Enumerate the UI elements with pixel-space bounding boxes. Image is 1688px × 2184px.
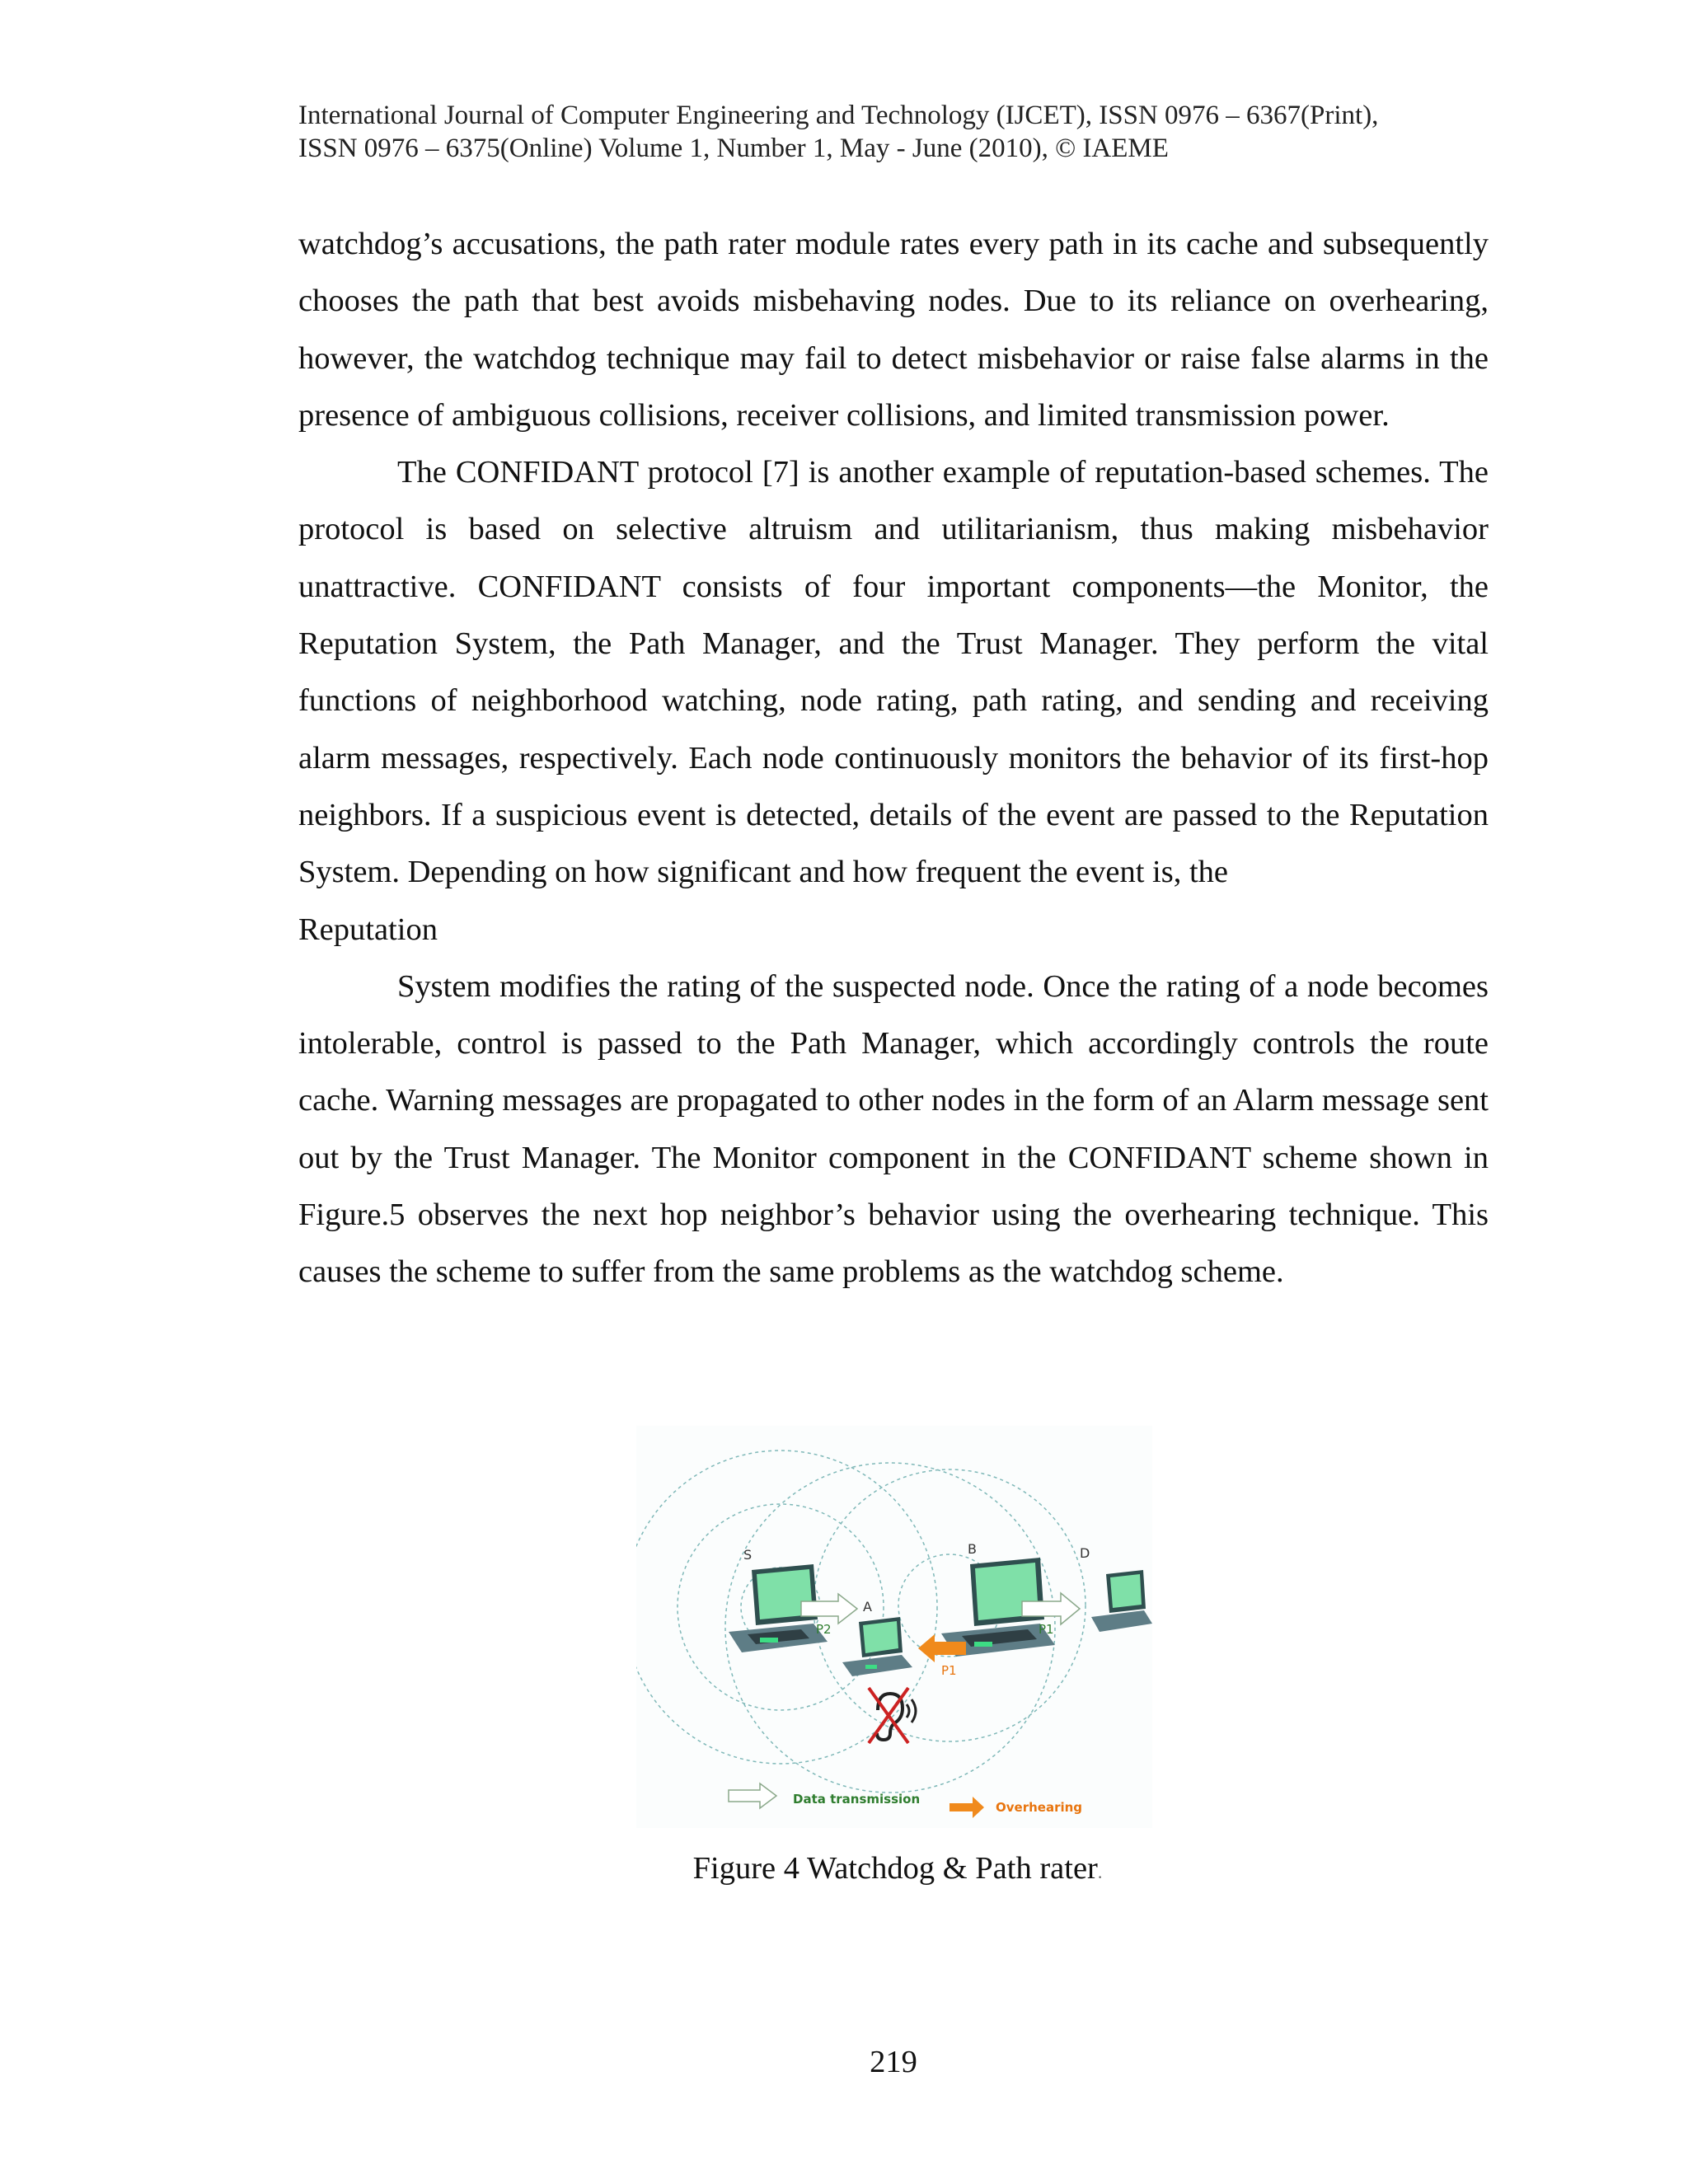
node-label-a: A [863,1599,872,1615]
watchdog-figure [636,1426,1152,1828]
journal-header [298,99,1502,165]
paragraph-2: The CONFIDANT protocol [7] is another example of reputation-based schemes. The protocol is based on selective altruism and utilitarianism, thus making misbehavior unattractive. CONFIDANT consists of four important components—the Monitor, the Reputation System, the Path Manager, and the Trust Manager. They perform the vital functions of neighborhood watching, node rating, path rating, and sending and receiving alarm messages, respectively. Each node continuously monitors the behavior of its first-hop neighbors. If a suspicious event is detected, details of the event are passed to the Reputation System. Depending on how significant and how frequent the event is, the [298,455,1489,890]
page-number: 219 [870,2045,917,2079]
header-line-2: ISSN 0976 – 6375(Online) Volume 1, Number 1, May - June (2010), © IAEME [298,134,1169,163]
node-label-b: B [968,1541,977,1557]
header-line-1: International Journal of Computer Engineering and Technology (IJCET), ISSN 0976 – 6367(Print), [298,101,1379,130]
caption-dot: . [1097,1862,1103,1882]
body-text [298,216,1489,1301]
paragraph-2-last-line: Reputation [298,912,438,947]
legend-overhear-label: Overhearing [996,1800,1083,1815]
label-p1-overhear: P1 [941,1663,957,1678]
label-p2: P2 [816,1622,832,1637]
node-label-s: S [743,1547,753,1563]
caption-text: Figure 4 Watchdog & Path rater [692,1851,1098,1886]
paragraph-3: System modifies the rating of the suspected node. Once the rating of a node becomes intolerable, control is passed to the Path Manager, which accordingly controls the route cache. Warning messages are propagated to other nodes in the form of an Alarm message sent out by the Trust Manager. The Monitor component in the CONFIDANT scheme shown in Figure.5 observes the next hop neighbor’s behavior using the overhearing technique. This causes the scheme to suffer from the same problems as the watchdog scheme. [298,968,1489,1290]
legend-data-label: Data transmission [793,1792,921,1807]
figure-caption [0,1850,1688,1886]
node-label-d: D [1080,1545,1090,1561]
paragraph-1: watchdog’s accusations, the path rater module rates every path in its cache and subsequently chooses the path that best avoids misbehaving nodes. Due to its reliance on overhearing, however, the watchdog technique may fail to detect misbehavior or raise false alarms in the presence of ambiguous collisions, receiver collisions, and limited transmission power. [298,227,1489,433]
watchdog-diagram [636,1426,1152,1828]
label-p1-data: P1 [1039,1622,1054,1637]
